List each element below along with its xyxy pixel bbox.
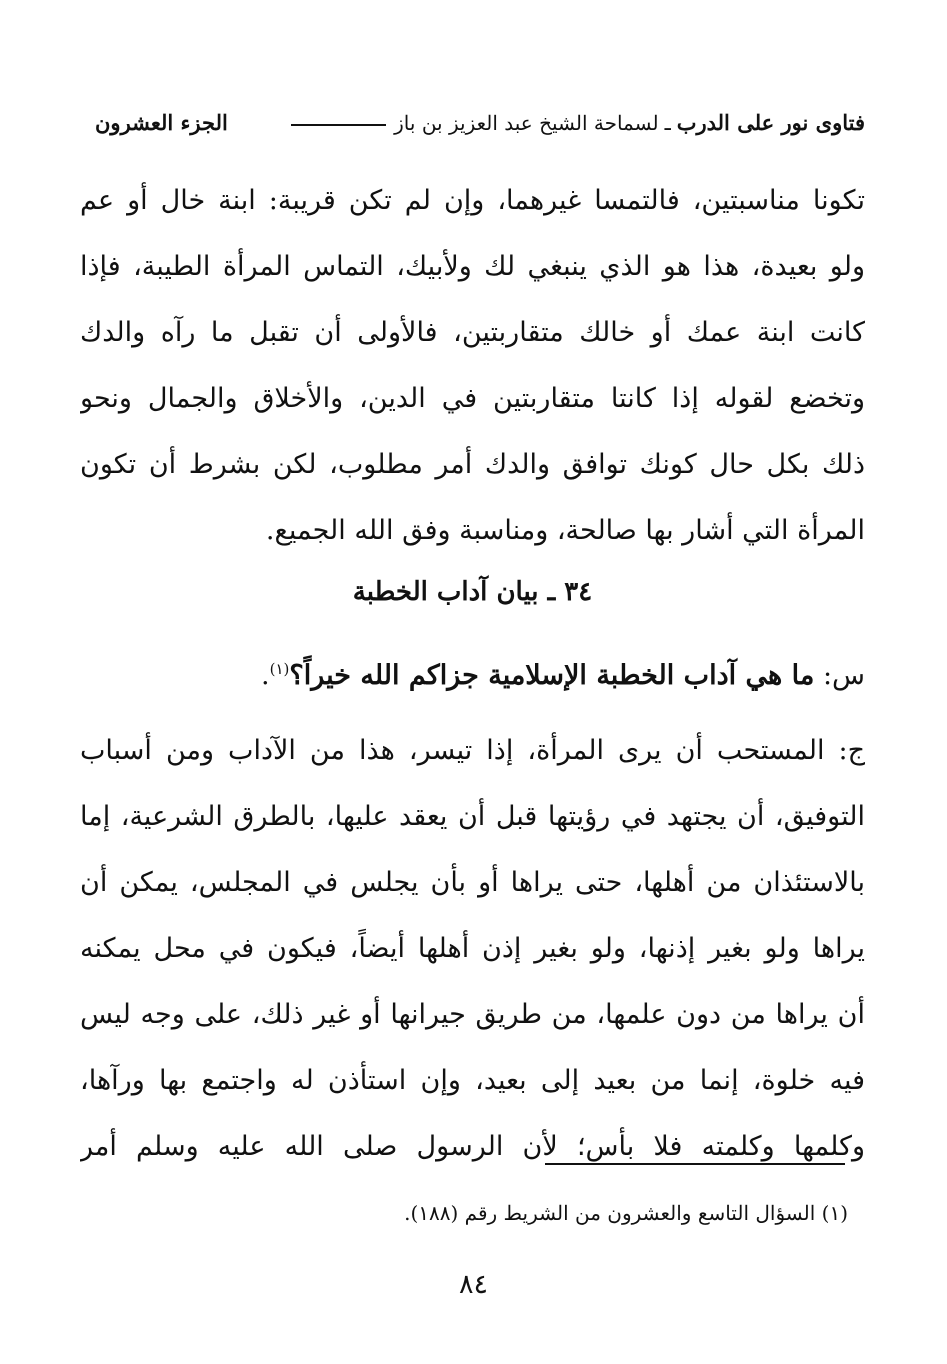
text-line: تكونا مناسبتين، فالتمسا غيرهما، وإن لم تكن قريبة: ابنة خال أو عم [80, 185, 865, 216]
footnote: (١) السؤال التاسع والعشرون من الشريط رقم (١٨٨). [404, 1201, 848, 1225]
text-line: وكلمها وكلمته فلا بأس؛ لأن الرسول صلى الله عليه وسلم أمر [80, 1131, 865, 1162]
question-prefix: س: [822, 660, 865, 691]
header-rule [291, 124, 386, 126]
section-heading: ٣٤ ـ بيان آداب الخطبة [352, 577, 593, 607]
text-line: المرأة التي أشار بها صالحة، ومناسبة وفق الله الجميع. [265, 515, 865, 546]
text-line: فيه خلوة، إنما من بعيد إلى بعيد، وإن استأذن له واجتمع بها ورآها، [80, 1065, 865, 1096]
question [80, 648, 865, 704]
text-line: بالاستئذان من أهلها، حتى يراها أو بأن يجلس في المجلس، يمكن أن [80, 867, 865, 898]
text-line: أن يراها من دون علمها، من طريق جيرانها أو غير ذلك، على وجه ليس [80, 999, 865, 1030]
page-number: ٨٤ [458, 1269, 488, 1300]
text-line: ولو بعيدة، هذا هو الذي ينبغي لك ولأبيك، التماس المرأة الطيبة، فإذا [80, 251, 865, 282]
paragraph-1 [80, 168, 865, 564]
text-line: كانت ابنة عمك أو خالك متقاربتين، فالأولى أن تقبل ما رآه والدك [80, 317, 865, 348]
header-separator: ـ [664, 111, 671, 135]
header-author: لسماحة الشيخ عبد العزيز بن باز [394, 111, 659, 135]
book-title: فتاوى نور على الدرب [676, 110, 865, 135]
text-line: يراها ولو بغير إذنها، ولو بغير إذن أهلها أيضاً، فيكون في محل يمكنه [80, 933, 865, 964]
answer-paragraph [80, 718, 865, 1180]
text-line: ج: المستحب أن يرى المرأة، إذا تيسر، هذا من الآداب ومن أسباب [80, 735, 865, 766]
question-text: ما هي آداب الخطبة الإسلامية جزاكم الله خيراً؟ [289, 660, 815, 691]
volume-label: الجزء العشرون [95, 110, 228, 135]
text-line: وتخضع لقوله إذا كانتا متقاربتين في الدين، والأخلاق والجمال ونحو [80, 383, 865, 414]
text-line: ذلك بكل حال كونك توافق والدك أمر مطلوب، لكن بشرط أن تكون [80, 449, 865, 480]
question-end: . [261, 660, 270, 691]
footnote-rule [545, 1163, 845, 1165]
footnote-reference: (١) [269, 660, 290, 678]
running-header [95, 103, 865, 143]
header-title-group [283, 103, 865, 143]
text-line: التوفيق، أن يجتهد في رؤيتها قبل أن يعقد عليها، بالطرق الشرعية، إما [80, 801, 865, 832]
